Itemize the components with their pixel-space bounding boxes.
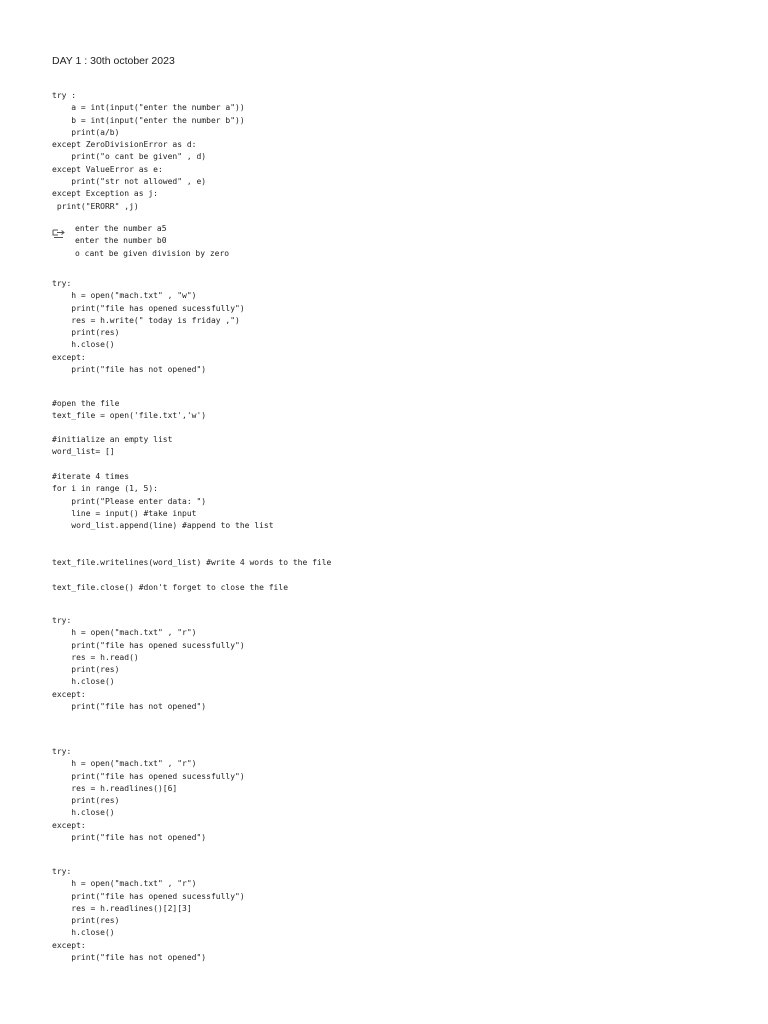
code-block-file-write: try: h = open("mach.txt" , "w") print("file has opened sucessfully") res = h.write(" today is friday ,") print(res) h.close() except: print("file has not opened") [52,279,245,375]
page-title: DAY 1 : 30th october 2023 [52,55,175,67]
code-block-exception-handling: try : a = int(input("enter the number a")) b = int(input("enter the number b")) print(a/b) except ZeroDivisionError as d: print("o cant be given" , d) except ValueError as e: print("str not allowed" , e) except Exception as j: print("ERORR" ,j) [52,91,245,211]
code-block-init-list: #initialize an empty list word_list= [] [52,435,173,457]
code-block-close: text_file.close() #don't forget to close the file [52,583,289,592]
code-block-file-read: try: h = open("mach.txt" , "r") print("file has opened sucessfully") res = h.read() print(res) h.close() except: print("file has not opened") [52,616,245,712]
code-block-iterate: #iterate 4 times for i in range (1, 5): print("Please enter data: ") line = input() #take input word_list.append(line) #append to the list [52,472,274,531]
code-block-open-file: #open the file text_file = open('file.txt','w') [52,399,207,421]
code-block-file-readlines: try: h = open("mach.txt" , "r") print("file has opened sucessfully") res = h.readlines()[6] print(res) h.close() except: print("file has not opened") [52,747,245,843]
code-block-writelines: text_file.writelines(word_list) #write 4 words to the file [52,558,332,567]
code-output: enter the number a5 enter the number b0 o cant be given division by zero [75,224,230,258]
output-arrow-icon [52,225,66,235]
code-block-file-readlines-index: try: h = open("mach.txt" , "r") print("file has opened sucessfully") res = h.readlines()[2][3] print(res) h.close() except: print("file has not opened") [52,867,245,963]
